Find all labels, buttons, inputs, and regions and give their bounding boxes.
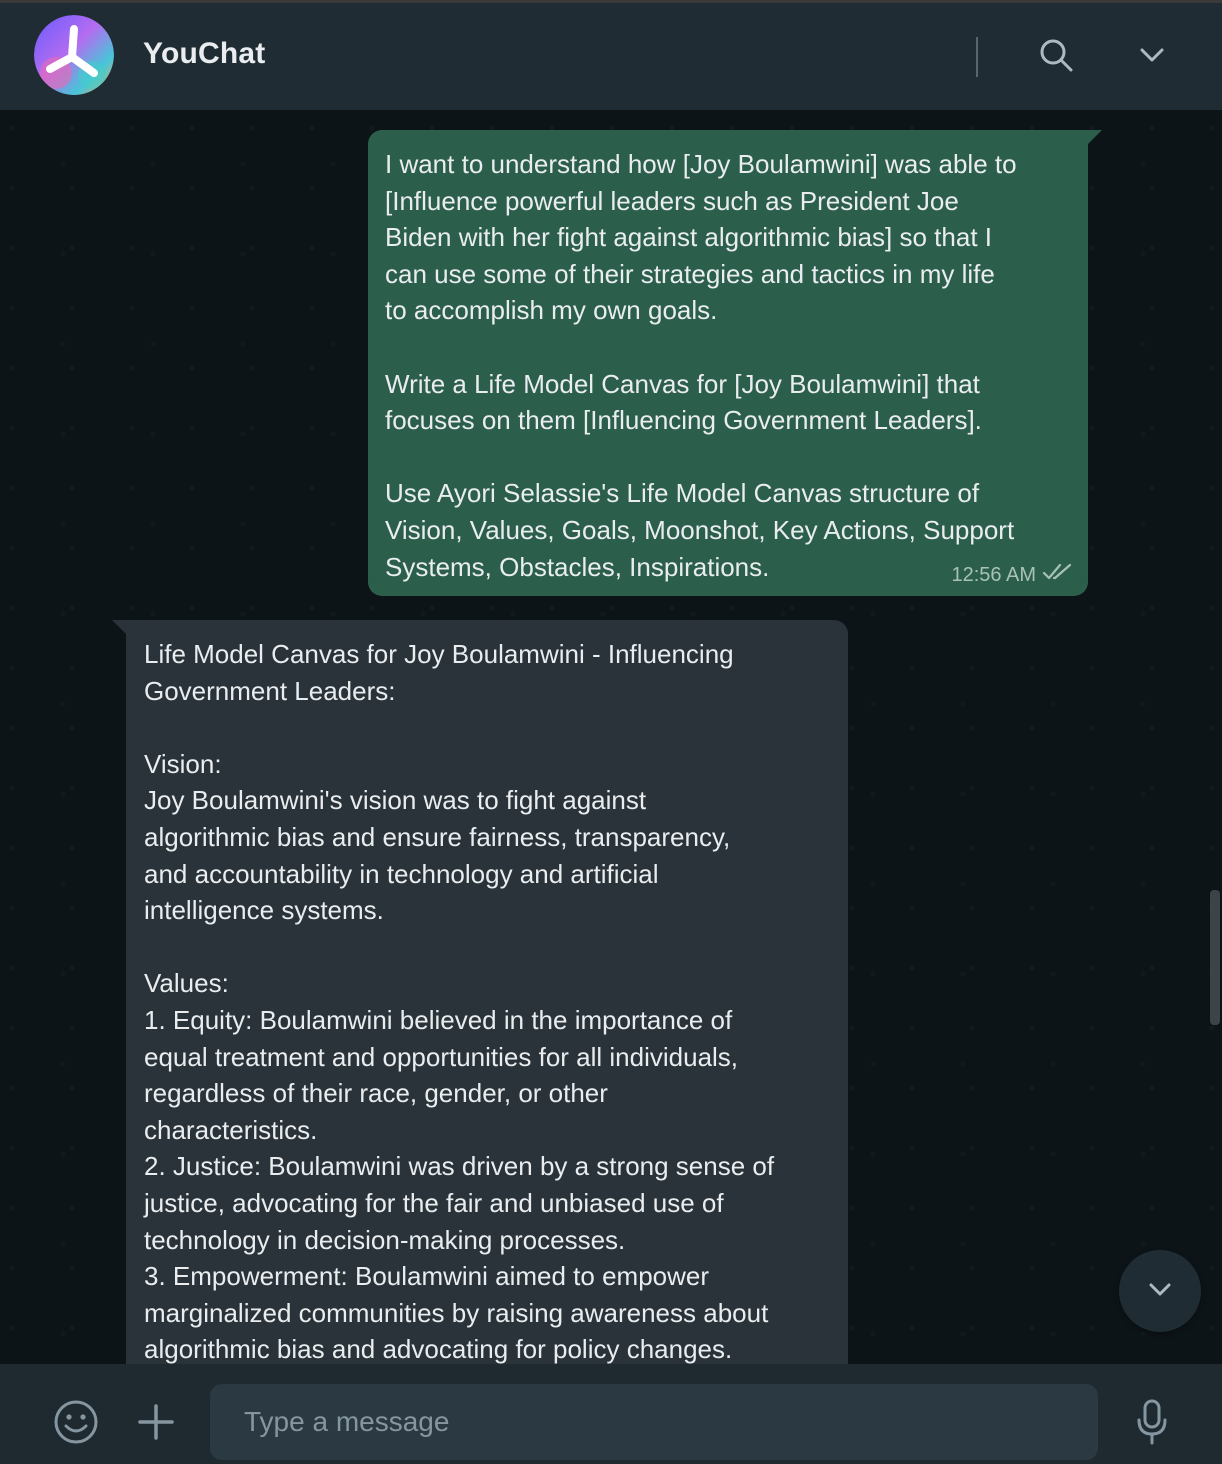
message-text: I want to understand how [Joy Boulamwini] was able to [Influence powerful leaders such as President Joe Biden with her fight against algorithmic bias] so that I can use some of their strategies and tactics in my life to accomplish my own goals. Write a Life Model Canvas for [Joy Boulamwini] that focuses on them [Influencing Government Leaders]. Use Ayori Selassie's Life Model Canvas structure of Vision, Values, Goals, Moonshot, Key Actions, Support Systems, Obstacles, Inspirations.: [385, 149, 1017, 582]
double-check-icon: [1042, 562, 1074, 588]
message-list[interactable]: [0, 110, 1222, 1364]
composer: [0, 1364, 1222, 1464]
message-time: 12:56 AM: [951, 563, 1036, 586]
search-button[interactable]: [1032, 33, 1080, 81]
plus-icon: [136, 1402, 176, 1447]
attach-button[interactable]: [128, 1396, 184, 1452]
outgoing-message[interactable]: [368, 130, 1088, 596]
message-input[interactable]: [210, 1384, 1098, 1460]
chat-title: YouChat: [143, 37, 266, 70]
chevron-down-icon: [1147, 1280, 1173, 1303]
search-icon: [1038, 37, 1074, 78]
menu-button[interactable]: [1128, 33, 1176, 81]
scroll-to-bottom-button[interactable]: [1119, 1250, 1201, 1332]
youchat-logo-icon[interactable]: [34, 15, 114, 95]
voice-button[interactable]: [1124, 1396, 1180, 1452]
chevron-down-icon: [1138, 45, 1166, 70]
message-text: Life Model Canvas for Joy Boulamwini - Influencing Government Leaders: Vision: Joy Boulamwini's vision was to fight against algorithmic bias and ensure fairness, transparency, and accountability in technology and artificial intelligence systems. Values: 1. Equity: Boulamwini believed in the importance of equal treatment and opportunities for all individuals, regardless of their race, gender, or other characteristics. 2. Justice: Boulamwini was driven by a strong sense of justice, advocating for the fair and unbiased use of technology in decision-making processes. 3. Empowerment: Boulamwini aimed to empower marginalized communities by raising awareness about algorithmic bias and advocating for policy changes.: [144, 639, 775, 1364]
chat-header: [0, 0, 1222, 110]
scrollbar-thumb[interactable]: [1210, 890, 1220, 1025]
incoming-message[interactable]: [126, 620, 848, 1364]
message-meta: [951, 562, 1074, 588]
header-divider: [976, 37, 978, 77]
emoji-button[interactable]: [48, 1396, 104, 1452]
microphone-icon: [1135, 1398, 1169, 1451]
emoji-icon: [52, 1398, 100, 1451]
